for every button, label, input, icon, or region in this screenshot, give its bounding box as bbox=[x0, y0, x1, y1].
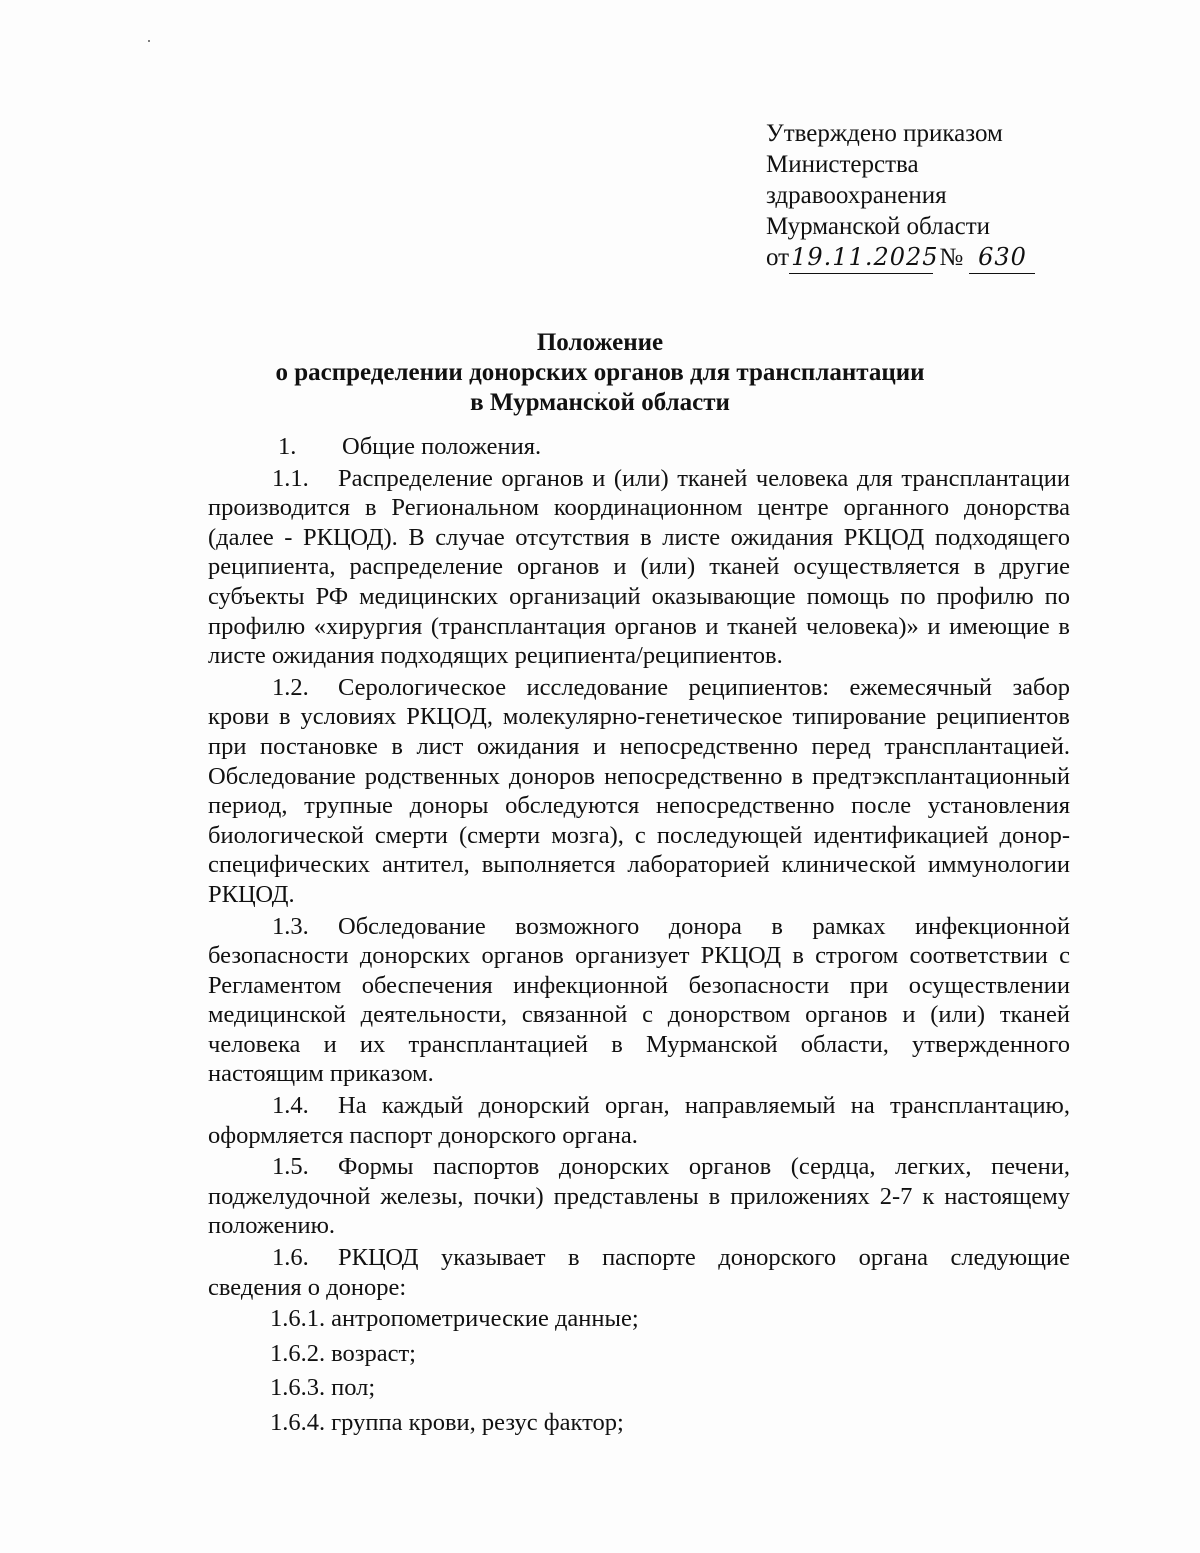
paragraph-text: Формы паспортов донорских органов (сердца, легких, печени, поджелудочной железы, почки) представлены в приложениях 2-7 к настоящему положению. bbox=[208, 1153, 1070, 1240]
paragraph-number: 1.3. bbox=[272, 912, 309, 940]
paragraph-text: Серологическое исследование реципиентов: ежемесячный забор крови в условиях РКЦОД, молекулярно-генетическое типирование реципиентов при постановке в лист ожидания и непосредственно перед трансплантацией. Обследование родственных доноров непосредственно в предтэксплантационный период, трупные доноры обследуются непосредственно после установления биологической смерти (смерти мозга), с последующей идентификацией донор-специфических антител, выполняется лабораторией клинической иммунологии РКЦОД. bbox=[208, 673, 1070, 908]
section-number: 1. bbox=[278, 433, 297, 460]
subitem-1-6-2 bbox=[208, 1339, 1070, 1369]
section-heading bbox=[208, 432, 1070, 462]
subitem-1-6-3 bbox=[208, 1373, 1070, 1403]
paragraph-text: На каждый донорский орган, направляемый на трансплантацию, оформляется паспорт донорского органа. bbox=[208, 1092, 1070, 1149]
paragraph-text: Распределение органов и (или) тканей человека для трансплантации производится в Региональном координационном центре органного донорства (далее - РКЦОД). В случае отсутствия в листе ожидания РКЦОД подходящего реципиента, распределение органов и (или) тканей осуществляется в другие субъекты РФ медицинских организаций оказывающие помощь по профилю по профилю «хирургия (трансплантация органов и тканей человека)» и имеющие в листе ожидания подходящих реципиента/реципиентов. bbox=[208, 464, 1070, 670]
paragraph-number: 1.6. bbox=[272, 1244, 309, 1272]
subitem-number: 1.6.2. bbox=[270, 1339, 326, 1367]
paragraph-1-2 bbox=[208, 673, 1070, 910]
subitem-number: 1.6.4. bbox=[270, 1409, 326, 1436]
approval-date-handwritten: 19.11.2025 bbox=[789, 242, 933, 274]
subitem-1-6-1 bbox=[208, 1304, 1070, 1334]
paragraph-text: Обследование возможного донора в рамках инфекционной безопасности донорских органов организует РКЦОД в строгом соответствии с Регламентом обеспечения инфекционной безопасности при осуществлении медицинской деятельности, связанной с донорством органов и (или) тканей человека и их трансплантацией в Мурманской области, утвержденного настоящим приказом. bbox=[208, 912, 1070, 1088]
approval-number-handwritten: 630 bbox=[969, 242, 1035, 274]
subitem-number: 1.6.3. bbox=[270, 1374, 326, 1402]
subitem-1-6-4 bbox=[208, 1408, 1070, 1438]
paragraph-1-3 bbox=[208, 912, 1070, 1090]
document-body bbox=[208, 432, 1070, 1443]
paragraph-number: 1.4. bbox=[272, 1092, 309, 1120]
approval-line-1: Утверждено приказом bbox=[766, 120, 1003, 147]
approval-date-line bbox=[766, 242, 1035, 274]
approval-from-label: от bbox=[766, 244, 790, 271]
scan-speck bbox=[148, 40, 150, 42]
section-title: Общие положения. bbox=[342, 433, 542, 460]
subitem-text: антропометрические данные; bbox=[331, 1305, 639, 1333]
subitem-number: 1.6.1. bbox=[270, 1305, 326, 1333]
subitem-text: пол; bbox=[331, 1374, 376, 1402]
title-line-1: Положение bbox=[536, 329, 664, 356]
paragraph-1-5 bbox=[208, 1152, 1070, 1241]
approval-line-2: Министерства bbox=[766, 151, 919, 178]
paragraph-number: 1.2. bbox=[272, 673, 309, 701]
title-line-2: о распределении донорских органов для трансплантации bbox=[275, 359, 925, 386]
document-title bbox=[0, 328, 1200, 418]
paragraph-text: РКЦОД указывает в паспорте донорского органа следующие сведения о доноре: bbox=[208, 1244, 1070, 1301]
subitem-text: группа крови, резус фактор; bbox=[331, 1409, 624, 1436]
approval-number-label: № bbox=[939, 244, 964, 271]
approval-line-3: здравоохранения bbox=[766, 182, 947, 209]
paragraph-1-6 bbox=[208, 1243, 1070, 1302]
paragraph-number: 1.5. bbox=[272, 1153, 309, 1181]
paragraph-number: 1.1. bbox=[272, 464, 309, 492]
approval-line-4: Мурманской области bbox=[766, 213, 991, 240]
title-line-3: в Мурманской области bbox=[470, 389, 730, 416]
subitem-text: возраст; bbox=[331, 1339, 416, 1367]
approval-stamp-block bbox=[766, 118, 1035, 274]
paragraph-1-4 bbox=[208, 1091, 1070, 1150]
paragraph-1-1 bbox=[208, 464, 1070, 671]
